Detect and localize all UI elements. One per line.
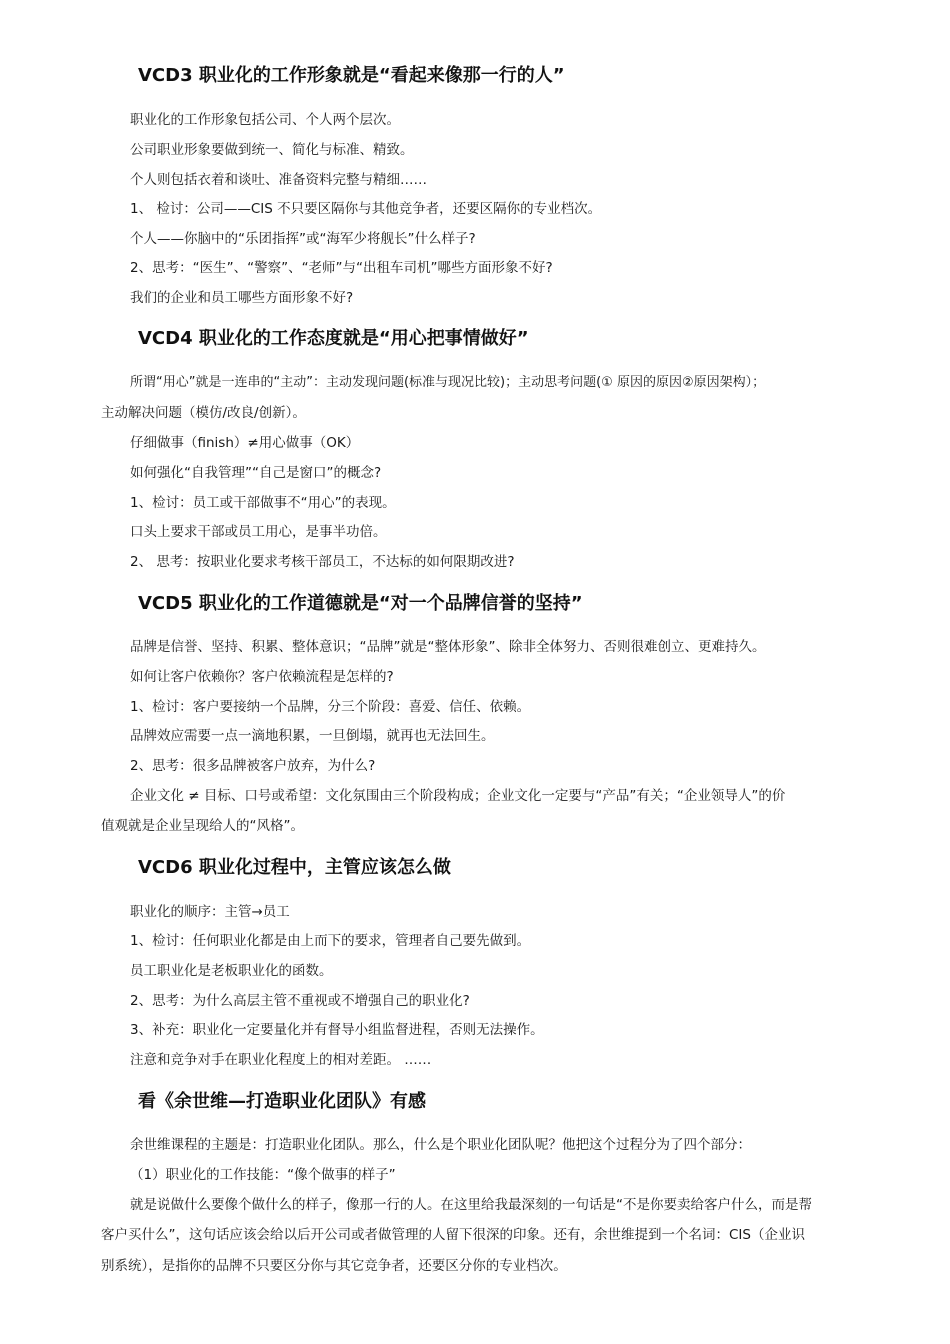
paragraph-line: 企业文化 ≠ 目标、口号或希望：文化氛围由三个阶段构成；企业文化一定要与“产品”有关；“企业领导人”的价 — [130, 788, 786, 804]
paragraph-line: 公司职业形象要做到统一、简化与标准、精致。 — [130, 142, 414, 158]
section-heading-vcd4: VCD4 职业化的工作态度就是“用心把事情做好” — [138, 328, 529, 349]
section-heading-vcd3: VCD3 职业化的工作形象就是“看起来像那一行的人” — [138, 65, 565, 86]
paragraph-line: 注意和竞争对手在职业化程度上的相对差距。 …… — [130, 1052, 432, 1068]
paragraph-line: 余世维课程的主题是：打造职业化团队。那么，什么是个职业化团队呢？他把这个过程分为了四个部分： — [130, 1137, 751, 1153]
paragraph-line: 1、检讨：员工或干部做事不“用心”的表现。 — [130, 495, 396, 511]
section-heading-vcd5: VCD5 职业化的工作道德就是“对一个品牌信誉的坚持” — [138, 593, 583, 614]
paragraph-line: 职业化的顺序：主管→员工 — [130, 904, 290, 920]
paragraph-line: 仔细做事（finish）≠用心做事（OK） — [130, 435, 360, 451]
paragraph-line: 3、补充：职业化一定要量化并有督导小组监督进程，否则无法操作。 — [130, 1022, 544, 1038]
paragraph-line: 个人则包括衣着和谈吐、准备资料完整与精细…… — [130, 172, 427, 188]
paragraph-line: 2、思考：很多品牌被客户放弃，为什么? — [130, 758, 376, 774]
paragraph-line: 所谓“用心”就是一连串的“主动”：主动发现问题(标准与现况比较)；主动思考问题(① 原因的原因②原因架构）； — [130, 375, 766, 390]
paragraph-line: 口头上要求干部或员工用心，是事半功倍。 — [130, 524, 387, 540]
paragraph-line: 2、思考：为什么高层主管不重视或不增强自己的职业化? — [130, 993, 470, 1009]
paragraph-line: 个人——你脑中的“乐团指挥”或“海军少将舰长”什么样子? — [130, 231, 476, 247]
section-heading-reflection: 看《余世维—打造职业化团队》有感 — [138, 1091, 426, 1112]
paragraph-line: 1、检讨：客户要接纳一个品牌，分三个阶段：喜爱、信任、依赖。 — [130, 699, 531, 715]
paragraph-line: 别系统），是指你的品牌不只要区分你与其它竞争者，还要区分你的专业档次。 — [101, 1258, 567, 1274]
paragraph-line: 品牌是信誉、坚持、积累、整体意识；“品牌”就是“整体形象”、除非全体努力、否则很难创立、更难持久。 — [130, 639, 766, 655]
paragraph-line: 如何强化“自我管理”“自己是窗口”的概念? — [130, 465, 382, 481]
paragraph-line: 主动解决问题（模仿/改良/创新）。 — [101, 405, 306, 421]
paragraph-line: 就是说做什么要像个做什么的样子，像那一行的人。在这里给我最深刻的一句话是“不是你要卖给客户什么，而是帮 — [130, 1197, 812, 1213]
paragraph-line: 我们的企业和员工哪些方面形象不好? — [130, 290, 354, 306]
paragraph-line: （1）职业化的工作技能：“像个做事的样子” — [130, 1167, 396, 1183]
paragraph-line: 职业化的工作形象包括公司、个人两个层次。 — [130, 112, 400, 128]
paragraph-line: 员工职业化是老板职业化的函数。 — [130, 963, 333, 979]
paragraph-line: 品牌效应需要一点一滴地积累，一旦倒塌，就再也无法回生。 — [130, 728, 495, 744]
paragraph-line: 客户买什么”，这句话应该会给以后开公司或者做管理的人留下很深的印象。还有，余世维提到一个名词：CIS（企业识 — [101, 1227, 805, 1243]
paragraph-line: 1、检讨：任何职业化都是由上而下的要求，管理者自己要先做到。 — [130, 933, 531, 949]
paragraph-line: 如何让客户依赖你？客户依赖流程是怎样的? — [130, 669, 394, 685]
paragraph-line: 1、 检讨：公司——CIS 不只要区隔你与其他竞争者，还要区隔你的专业档次。 — [130, 201, 602, 217]
section-heading-vcd6: VCD6 职业化过程中，主管应该怎么做 — [138, 857, 451, 878]
paragraph-line: 2、思考：“医生”、“警察”、“老师”与“出租车司机”哪些方面形象不好? — [130, 260, 553, 276]
paragraph-line: 值观就是企业呈现给人的“风格”。 — [101, 818, 304, 834]
paragraph-line: 2、 思考：按职业化要求考核干部员工，不达标的如何限期改进? — [130, 554, 515, 570]
